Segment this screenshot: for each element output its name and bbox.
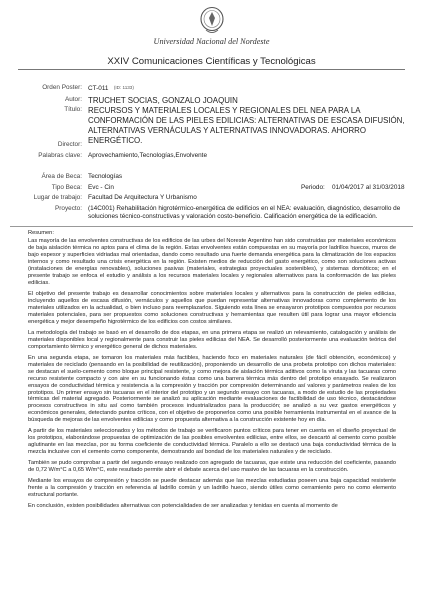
proyecto-value: (14C001) Rehabilitación higrotérmico-energética de edificios en el NEA: evaluación, diagnóstico, desarrollo de soluciones técnico-constructivas y valoración costo-beneficio. Calificación energética de la edificación. [88, 205, 401, 221]
area-label: Área de Beca: [41, 173, 82, 180]
tipo-value: Evc - Cin [88, 184, 114, 191]
orden-id: (ID: 1133) [113, 85, 134, 90]
abstract-paragraph: La metodología del trabajo se basó en el desarrollo de dos etapas, en una primera etapa se realizó un relevamiento, catalogación y análisis de materiales disponibles local y regionalmente para construir las pieles edilicias del NEA. Se desarrolló posteriormente una evaluación teórica del comportamiento térmico y energético general de dichos materiales. [28, 329, 396, 350]
lugar-label: Lugar de trabajo: [33, 194, 82, 201]
abstract-paragraph: También se pudo comprobar a partir del segundo ensayo realizado con agregado de tacuaras, que existe una reducción del coeficiente, pasando de 0,72 W/m°C a 0,65 W/m°C, este resultado permite abrir el debate acerca del uso masivo de las tacuaras en la construcción. [28, 460, 396, 474]
orden-label: Orden Poster: [42, 84, 82, 91]
section-divider [10, 226, 413, 227]
abstract-paragraph: En una segunda etapa, se tomaron los materiales más factibles, haciendo foco en materiales naturales (de fácil obtención, económicos) y materiales de reciclado (pensando en la posibilidad de reutilización), proponiendo un desarrollo de una probeta prototipo con dichos materiales: se destacan el suelo-cemento como bloque principal resistente, y como mejora de aislación térmica aditivos como la viruta y las tacuaras como recurso resistente compacto y con aire en su funcionando éstas como una barrera térmica más dentro del prototipo ensayado. Se realizaron ensayos de conductividad térmica y resistencia a la compresión y tracción por compresión determinando así valores y parámetros reales de los prototipos. Un primer ensayo sin tacuaras en el interior del prototipo y un segundo ensayo con tacuaras, a modo de estudio de las propiedades térmicas del material agregado. Posteriormente se analizó su aplicación mediante evaluaciones de factibilidad de uso técnico, destacándose procesos constructivos in situ así como también procesos industrializados para la producción; se analizó a su vez gastos energéticos y económicos generales, detectando puntos críticos, con el objetivo de proponerlos como una posible herramienta instrumental en el avance de la búsqueda de mejoras de las envolventes edilicias y como propuesta alternativa a la construcción existente hoy en día. [28, 354, 396, 424]
abstract-paragraph: El objetivo del presente trabajo es desarrollar conocimientos sobre materiales locales y alternativos para la construcción de pieles edilicias, incluyendo aquellos de escasa difusión, vernáculos y aquellos que puedan representar alternativas innovadoras como complemento de los materiales utilizados en la actualidad, o bien incluso para reemplazarlos. Siguiendo esta línea se ensayaron prototipos compuestos por recursos materiales potenciales, para ser propuestos como soluciones constructivas y herramientas que resulten útil para lograr una mayor eficiencia energética y mejor desempeño higrotérmico de los edificios con costos similares. [28, 291, 396, 325]
periodo-value: 01/04/2017 al 31/03/2018 [332, 184, 405, 191]
orden-value: CT-011 [88, 85, 109, 92]
palabras-label: Palabras clave: [38, 152, 82, 159]
proyecto-label: Proyecto: [55, 205, 82, 212]
titulo-label: Título: [64, 106, 82, 113]
autor-value: TRUCHET SOCIAS, GONZALO JOAQUIN [88, 96, 238, 105]
abstract-paragraph: Mediante los ensayos de compresión y tracción se puede destacar además que las mezclas estudiadas poseen una baja capacidad resistente frente a la compresión y tracción en referencia al ladrillo común y un ladrillo hueco, siendo útiles como cerramiento pero no como elemento estructural portante. [28, 478, 396, 498]
university-logo [0, 6, 423, 41]
palabras-value: Aprovechamiento,Tecnologías,Envolvente [88, 152, 208, 159]
titulo-value: RECURSOS Y MATERIALES LOCALES Y REGIONALES DEL NEA PARA LA CONFORMACIÓN DE LAS PIELES EDILICIAS: ALTERNATIVAS DE ESCASA DIFUSIÓN, ALTERNATIVAS VERNÁCULAS Y ALTERNATIVAS INNOVADORAS. AHORRO ENERGÉTICO. [88, 106, 405, 146]
abstract-heading: Resumen: [28, 230, 54, 236]
abstract-paragraph: En conclusión, existen posibilidades alternativas con potencialidades de ser analizadas y tenidas en cuenta al momento de [28, 502, 338, 509]
lugar-value: Facultad De Arquitectura Y Urbanismo [88, 194, 197, 201]
area-value: Tecnologías [88, 173, 123, 180]
university-seal-icon [199, 6, 225, 36]
abstract-section [28, 230, 396, 514]
tipo-label: Tipo Beca: [51, 184, 82, 191]
university-name: Universidad Nacional del Nordeste [153, 37, 270, 46]
header-divider [18, 69, 405, 70]
periodo-label: Periodo: [301, 184, 325, 191]
conference-title: XXIV Comunicaciones Científicas y Tecnológicas [107, 56, 316, 67]
abstract-paragraph: Las mayoría de las envolventes constructivas de los edificios de las urbes del Noreste Argentino han sido construidas por materiales económicos de baja aislación térmica no aptos para el clima de la región. Estas envolventes están compuestas en su mayoría por ladrillos huecos, muros de bajo espesor y superficies vidriadas mal orientadas, dando como resultado una fuerte demanda energética para la climatización de los espacios internos y como resultado una crisis energética en la región. Existen medios de reducción del gasto energético, como son soluciones activas (instalaciones de energías renovables), soluciones pasivas (materiales, estrategias proyectuales sostenibles), y sistemas domóticos; en el presente trabajo se enfoca el estudio y análisis a los recursos materiales locales y regionales alternativos para la conformación de las pieles edilicias. [28, 238, 396, 287]
autor-label: Autor: [64, 96, 82, 103]
director-label: Director: [57, 141, 82, 148]
abstract-paragraph: A partir de los materiales seleccionados y los métodos de trabajo se verificaron puntos críticos para tener en cuenta en el diseño proyectual de los prototipos, elaborándose propuestas de optimización de las posibles envolventes edilicias, entre ellos, se descartó al cemento como posible aglutinante en las mezclas, por su forma coeficiente de conductividad térmica. Paralelo a ello se destacó una baja conductividad térmica de la mezcla inclusive con el cemento como componente, demostrando así bondad de los materiales naturales y de reciclado. [28, 428, 396, 456]
